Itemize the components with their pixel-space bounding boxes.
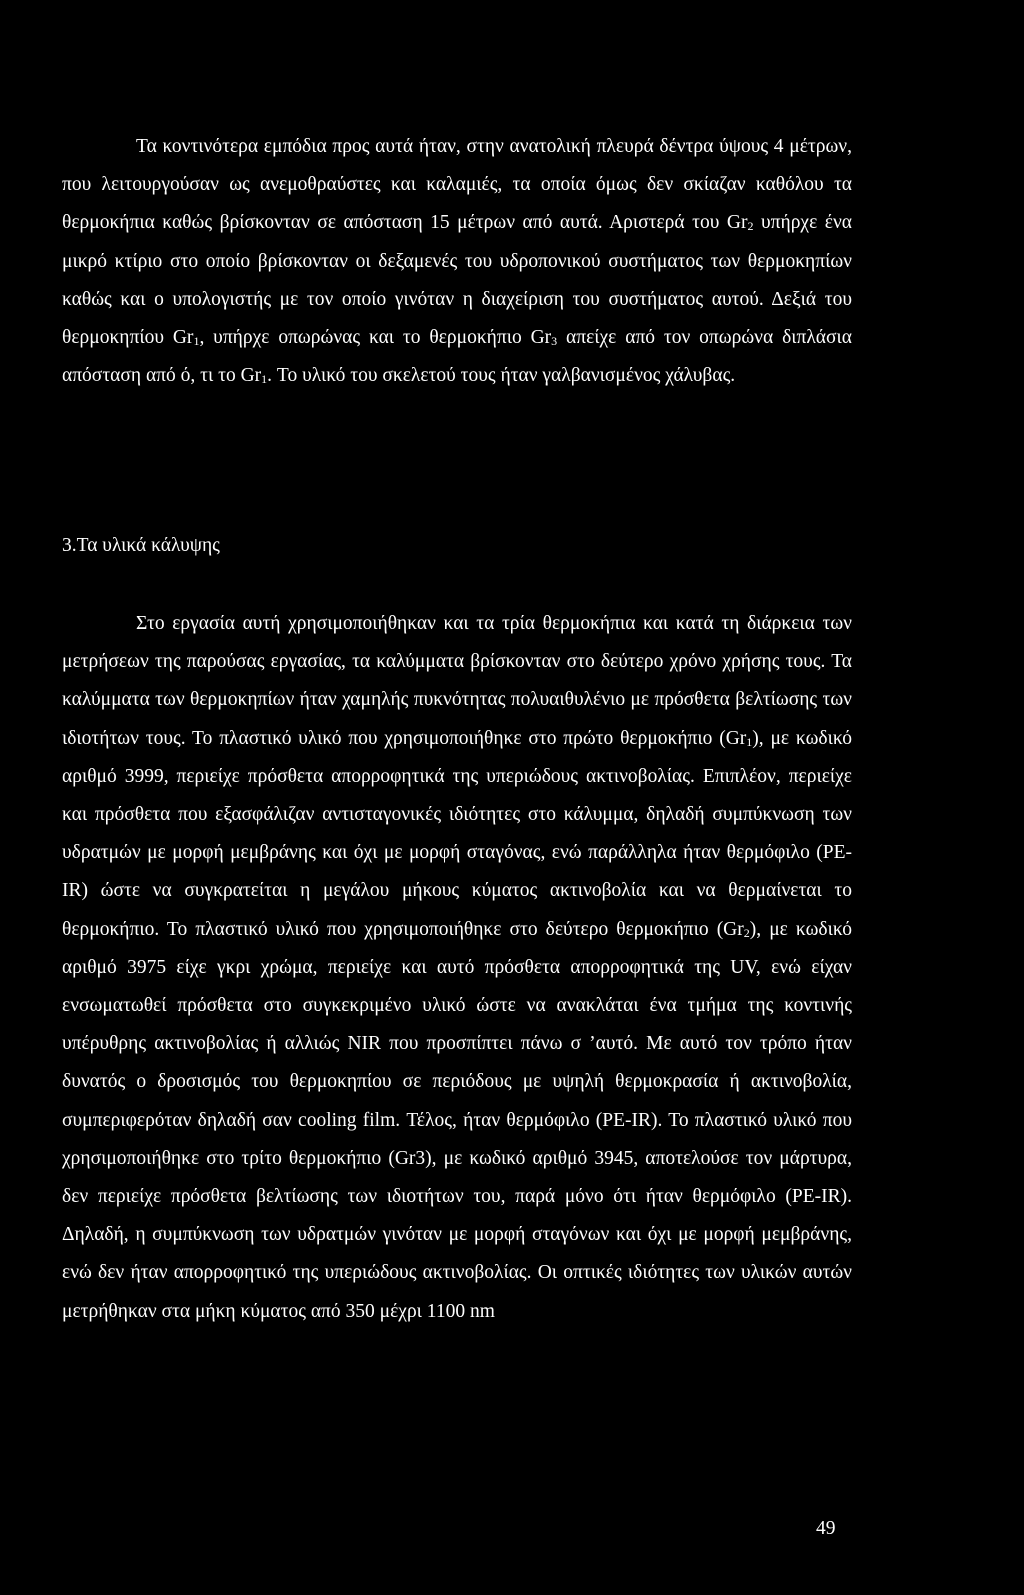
paragraph-obstacles [62,128,852,395]
subscript-run: 1 [193,334,200,349]
text-run: , υπήρχε οπωρώνας και το θερμοκήπιο Gr [199,327,552,349]
page-number: 49 [816,1518,836,1539]
text-run: . Το υλικό του σκελετού τους ήταν γαλβανισμένος χάλυβας. [267,365,736,387]
text-run: απείχε από τον οπωρώνα διπλάσια απόσταση από ό, τι το Gr [62,327,853,387]
text-run: ), με κωδικό αριθμό 3975 είχε γκρι χρώμα, περιείχε και αυτό πρόσθετα απορροφητικά της UV, ενώ είχαν ενσωματωθεί πρόσθετα στο συγκεκριμένο υλικό ώστε να ανακλάται ένα τμήμα της κοντινής υπέρυθρης ακτινοβολίας ή αλλιώς NIR που προσπίπτει πάνω σ ’αυτό. Με αυτό τον τρόπο ήταν δυνατός ο δροσισμός του θερμοκηπίου σε περιόδους με υψηλή θερμοκρασία ή ακτινοβολία, συμπεριφερόταν δηλαδή σαν cooling film. Τέλος, ήταν θερμόφιλο (PE-IR). Το πλαστικό υλικό που χρησιμοποιήθηκε στο τρίτο θερμοκήπιο (Gr3), με κωδικό αριθμό 3945, αποτελούσε τον μάρτυρα, δεν περιείχε πρόσθετα βελτίωσης των ιδιοτήτων του, παρά μόνο ότι ήταν θερμόφιλο (PE-IR). Δηλαδή, η συμπύκνωση των υδρατμών γινόταν με μορφή σταγόνων και όχι με μορφή μεμβράνης, ενώ δεν ήταν απορροφητικό της υπεριώδους ακτινοβολίας. Οι οπτικές ιδιότητες των υλικών αυτών μετρήθηκαν στα μήκη κύματος από 350 μέχρι 1100 nm [62,918,852,1322]
subscript-run: 1 [746,734,753,749]
text-run: υπήρχε ένα μικρό κτίριο στο οποίο βρίσκονταν οι δεξαμενές του υδροπονικού συστήματος των θερμοκηπίων καθώς και ο υπολογιστής με τον οποίο γινόταν η διαχείριση του συστήματος αυτού. Δεξιά του θερμοκηπίου Gr [62,212,853,349]
section-heading: 3.Τα υλικά κάλυψης [62,535,220,556]
subscript-run: 2 [743,925,750,940]
text-run: Στο εργασία αυτή χρησιμοποιήθηκαν και τα τρία θερμοκήπια και κατά τη διάρκεια των μετρήσεων της παρούσας εργασίας, τα καλύμματα βρίσκονταν στο δεύτερο χρόνο χρήσης τους. Τα καλύμματα των θερμοκηπίων ήταν χαμηλής πυκνότητας πολυαιθυλένιο με πρόσθετα βελτίωσης των ιδιοτήτων τους. Το πλαστικό υλικό που χρησιμοποιήθηκε στο πρώτο θερμοκήπιο (Gr [62,613,852,749]
subscript-run: 2 [747,219,754,234]
subscript-run: 3 [551,334,558,349]
subscript-run: 1 [261,372,268,387]
text-run: Τα κοντινότερα εμπόδια προς αυτά ήταν, στην ανατολική πλευρά δέντρα ύψους 4 μέτρων, που λειτουργούσαν ως ανεμοθραύστες και καλαμιές, τα οποία όμως δεν σκίαζαν καθόλου τα θερμοκήπια καθώς βρίσκονταν σε απόσταση 15 μέτρων από αυτά. Αριστερά του Gr [62,136,852,234]
text-run: ), με κωδικό αριθμό 3999, περιείχε πρόσθετα απορροφητικά της υπεριώδους ακτινοβολίας. Επιπλέον, περιείχε και πρόσθετα που εξασφάλιζαν αντισταγονικές ιδιότητες στο κάλυμμα, δηλαδή συμπύκνωση των υδρατμών με μορφή μεμβράνης και όχι με μορφή σταγόνας, ενώ παράλληλα ήταν θερμόφιλο (PE-IR) ώστε να συγκρατείται η μεγάλου μήκους κύματος ακτινοβολία και να θερμαίνεται το θερμοκήπιο. Το πλαστικό υλικό που χρησιμοποιήθηκε στο δεύτερο θερμοκήπιο (Gr [62,727,852,940]
paragraph-covering-materials [62,605,852,1331]
